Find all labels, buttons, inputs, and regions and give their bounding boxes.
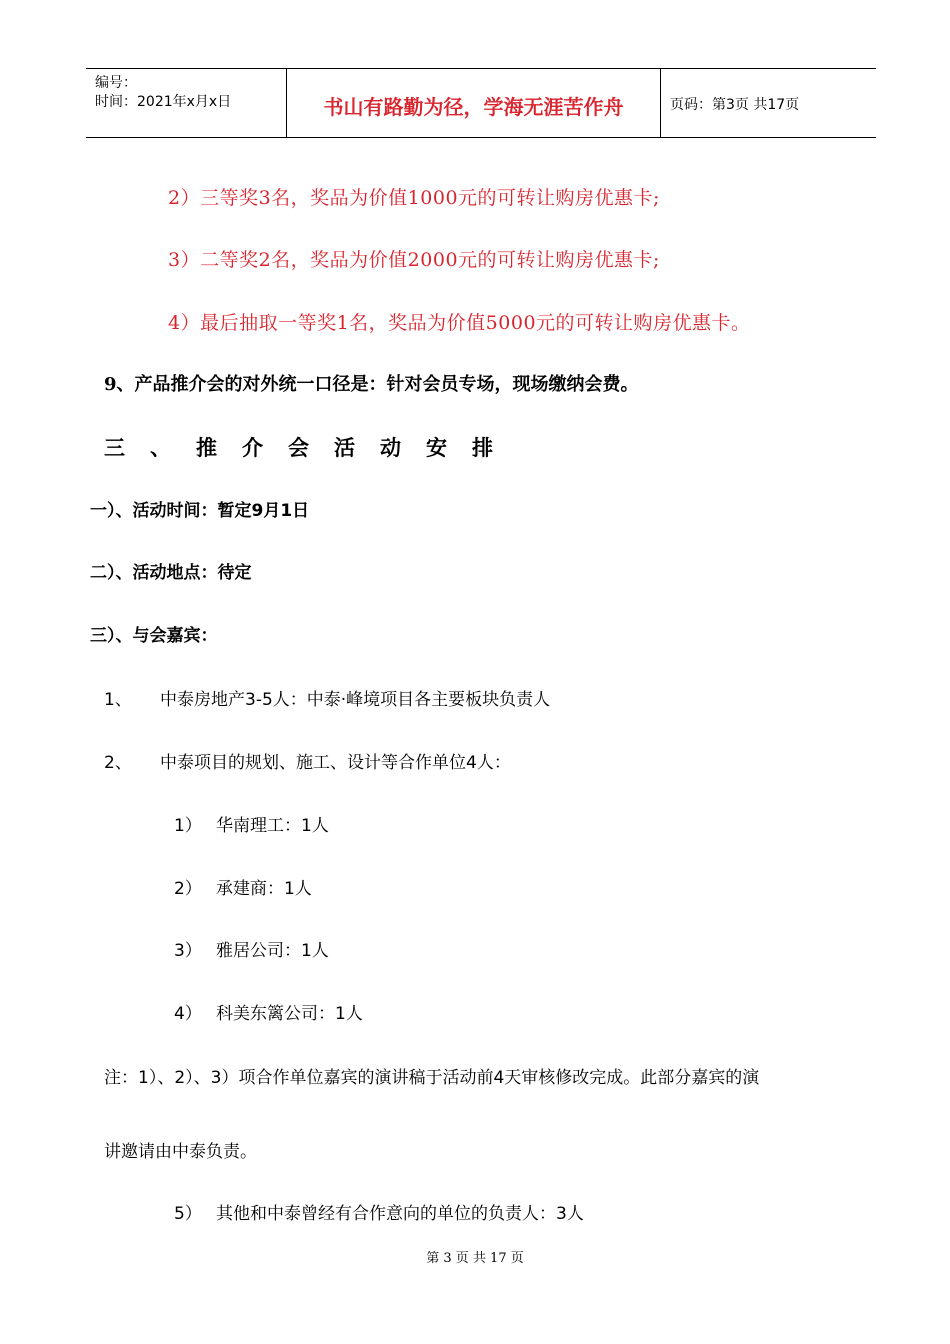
- header-left-cell: [86, 69, 287, 137]
- header-page-label: 页码：第3页 共17页: [670, 97, 800, 113]
- note-line: 讲邀请由中泰负责。: [104, 1142, 257, 1162]
- page-footer: 第 3 页 共 17 页: [426, 1251, 524, 1266]
- subsection-time: 一）、活动时间：暂定9月1日: [90, 501, 310, 521]
- partner-text: 雅居公司：1人: [216, 941, 329, 961]
- partner-text: 其他和中泰曾经有合作意向的单位的负责人：3人: [216, 1204, 584, 1224]
- item-9: 9、产品推介会的对外统一口径是：针对会员专场，现场缴纳会费。: [104, 374, 639, 395]
- doc-time-label: 时间：2021年x月x日: [95, 94, 232, 110]
- prize-item: 4）最后抽取一等奖1名，奖品为价值5000元的可转让购房优惠卡。: [168, 312, 751, 334]
- subsection-location: 二）、活动地点：待定: [90, 563, 252, 583]
- prize-item: 3）二等奖2名，奖品为价值2000元的可转让购房优惠卡;: [168, 249, 660, 271]
- partner-number: 4）: [174, 1004, 202, 1024]
- header-right-cell: [661, 69, 876, 137]
- partner-text: 承建商：1人: [216, 879, 312, 899]
- subsection-guests: 三）、与会嘉宾：: [90, 626, 218, 646]
- prize-item: 2）三等奖3名，奖品为价值1000元的可转让购房优惠卡;: [168, 187, 660, 209]
- partner-number: 1）: [174, 816, 202, 836]
- section-3-title: 三、推介会活动安排: [104, 435, 518, 460]
- guest-text: 中泰项目的规划、施工、设计等合作单位4人：: [160, 753, 511, 773]
- guest-text: 中泰房地产3-5人：中泰·峰境项目各主要板块负责人: [160, 690, 551, 710]
- partner-number: 2）: [174, 879, 202, 899]
- partner-text: 科美东篱公司：1人: [216, 1004, 363, 1024]
- note-line: 注：1）、2）、3）项合作单位嘉宾的演讲稿于活动前4天审核修改完成。此部分嘉宾的演: [104, 1068, 760, 1088]
- doc-code-label: 编号：: [95, 75, 137, 91]
- partner-number: 3）: [174, 941, 202, 961]
- partner-text: 华南理工：1人: [216, 816, 329, 836]
- partner-number: 5）: [174, 1204, 202, 1224]
- header-motto: 书山有路勤为径，学海无涯苦作舟: [323, 95, 624, 119]
- header-center-cell: [287, 69, 661, 137]
- header-table: [86, 68, 876, 138]
- guest-number: 2、: [104, 753, 132, 773]
- guest-number: 1、: [104, 690, 132, 710]
